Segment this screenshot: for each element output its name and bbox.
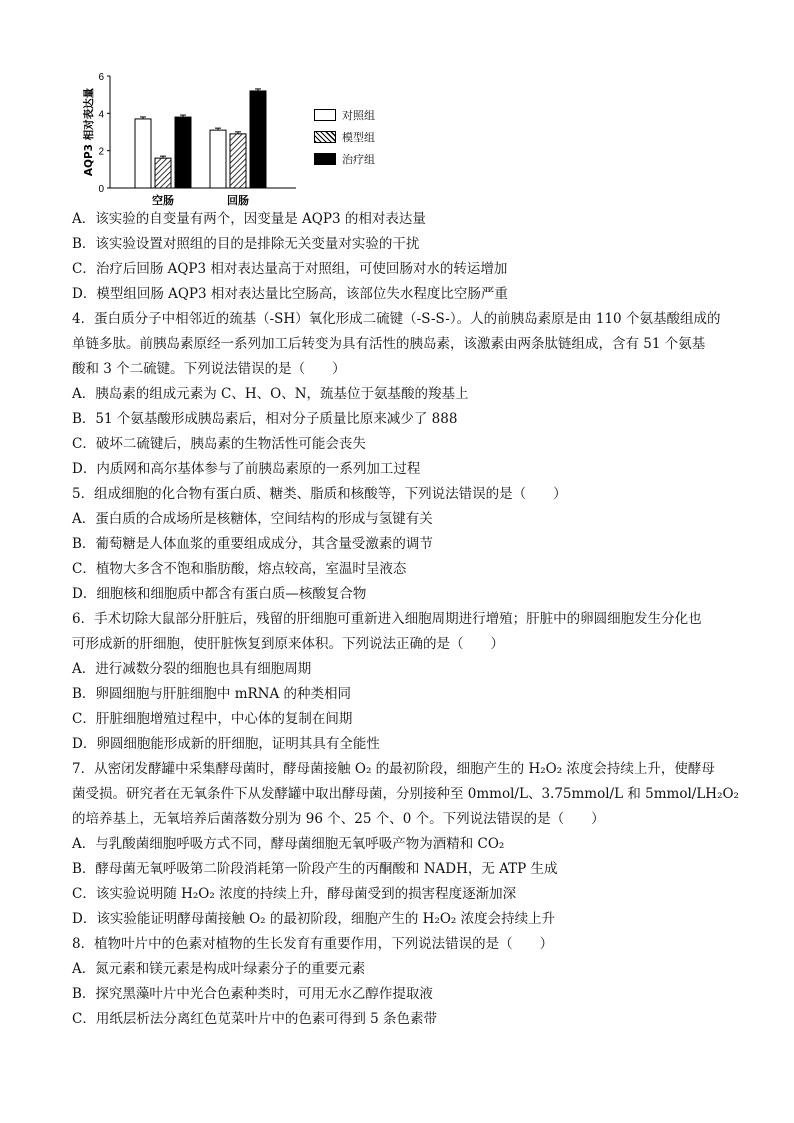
x-category-label: 回肠 bbox=[227, 194, 249, 207]
q8-stem-line-1: 8．植物叶片中的色素对植物的生长发育有重要作用，下列说法错误的是（ ） bbox=[72, 936, 554, 952]
q6-option-c: C．肝脏细胞增殖过程中，中心体的复制在间期 bbox=[72, 711, 353, 727]
q5-option-a: A．蛋白质的合成场所是核糖体，空间结构的形成与氢键有关 bbox=[72, 511, 433, 527]
legend-item-treatment bbox=[314, 148, 375, 170]
q7-option-b: B．酵母菌无氧呼吸第二阶段消耗第一阶段产生的丙酮酸和 NADH，无 ATP 生成 bbox=[72, 861, 558, 877]
q4-stem-line-1: 4．蛋白质分子中相邻近的巯基（-SH）氧化形成二硫键（-S-S-）。人的前胰岛素原是由 110 个氨基酸组成的 bbox=[72, 311, 721, 327]
bar-1-0 bbox=[210, 130, 226, 188]
q3-option-a: A．该实验的自变量有两个，因变量是 AQP3 的相对表达量 bbox=[72, 211, 426, 227]
question-content bbox=[72, 207, 739, 1032]
q5-option-b: B．葡萄糖是人体血浆的重要组成成分，其含量受激素的调节 bbox=[72, 536, 433, 552]
question-8 bbox=[72, 932, 732, 1032]
question-5 bbox=[72, 482, 732, 607]
aqp3-chart bbox=[78, 60, 408, 210]
q4-stem-line-2: 单链多肽。前胰岛素原经一系列加工后转变为具有活性的胰岛素，该激素由两条肽链组成，含有 51 个氨基 bbox=[72, 336, 706, 352]
q4-option-b: B．51 个氨基酸形成胰岛素后，相对分子质量比原来减少了 888 bbox=[72, 411, 458, 427]
q3-option-b: B．该实验设置对照组的目的是排除无关变量对实验的干扰 bbox=[72, 236, 420, 252]
question-4 bbox=[72, 307, 732, 482]
x-category-label: 空肠 bbox=[152, 194, 174, 207]
q8-option-b: B．探究黑藻叶片中光合色素种类时，可用无水乙醇作提取液 bbox=[72, 986, 433, 1002]
y-tick-label: 6 bbox=[98, 72, 104, 83]
legend-label-control: 对照组 bbox=[342, 109, 375, 122]
bar-1-2 bbox=[250, 91, 266, 188]
q3-option-c: C．治疗后回肠 AQP3 相对表达量高于对照组，可使回肠对水的转运增加 bbox=[72, 261, 508, 277]
question-6 bbox=[72, 607, 732, 757]
bar-0-0 bbox=[135, 119, 151, 188]
q7-option-c: C．该实验说明随 H₂O₂ 浓度的持续上升，酵母菌受到的损害程度逐渐加深 bbox=[72, 886, 517, 902]
bar-0-1 bbox=[155, 158, 171, 188]
q7-option-d: D．该实验能证明酵母菌接触 O₂ 的最初阶段，细胞产生的 H₂O₂ 浓度会持续上升 bbox=[72, 911, 556, 927]
q8-option-a: A．氮元素和镁元素是构成叶绿素分子的重要元素 bbox=[72, 961, 366, 977]
y-tick-label: 2 bbox=[98, 146, 104, 158]
q6-stem-line-2: 可形成新的肝细胞，使肝脏恢复到原来体积。下列说法正确的是（ ） bbox=[72, 636, 504, 652]
q5-stem-line-1: 5．组成细胞的化合物有蛋白质、糖类、脂质和核酸等，下列说法错误的是（ ） bbox=[72, 486, 567, 502]
q6-option-b: B．卵圆细胞与肝脏细胞中 mRNA 的种类相同 bbox=[72, 686, 352, 702]
q8-option-c: C．用纸层析法分离红色苋菜叶片中的色素可得到 5 条色素带 bbox=[72, 1011, 438, 1027]
q6-option-d: D．卵圆细胞能形成新的肝细胞，证明其具有全能性 bbox=[72, 736, 380, 752]
y-tick-label: 0 bbox=[98, 184, 104, 195]
legend-item-model bbox=[314, 126, 375, 148]
y-axis-title: AQP3 相对表达量 bbox=[83, 87, 95, 177]
chart-legend bbox=[314, 104, 375, 170]
legend-label-treatment: 治疗组 bbox=[342, 153, 375, 166]
legend-item-control bbox=[314, 104, 375, 126]
legend-label-model: 模型组 bbox=[342, 131, 375, 144]
q7-option-a: A．与乳酸菌细胞呼吸方式不同，酵母菌细胞无氧呼吸产物为酒精和 CO₂ bbox=[72, 836, 505, 852]
q5-option-d: D．细胞核和细胞质中都含有蛋白质—核酸复合物 bbox=[72, 586, 367, 602]
q7-stem-line-1: 7．从密闭发酵罐中采集酵母菌时，酵母菌接触 O₂ 的最初阶段，细胞产生的 H₂O₂ 浓度会持续上升，使酵母 bbox=[72, 761, 715, 777]
legend-swatch-treatment bbox=[314, 153, 336, 165]
q4-option-d: D．内质网和高尔基体参与了前胰岛素原的一系列加工过程 bbox=[72, 461, 421, 477]
question-7 bbox=[72, 757, 739, 932]
q3-option-d: D．模型组回肠 AQP3 相对表达量比空肠高，该部位失水程度比空肠严重 bbox=[72, 286, 508, 302]
legend-swatch-control bbox=[314, 109, 336, 121]
legend-swatch-model bbox=[314, 131, 336, 143]
q5-option-c: C．植物大多含不饱和脂肪酸，熔点较高，室温时呈液态 bbox=[72, 561, 407, 577]
q7-stem-line-2: 菌受损。研究者在无氧条件下从发酵罐中取出酵母菌，分别接种至 0mmol/L、3.75mmol/L 和 5mmol/LH₂O₂ bbox=[72, 786, 739, 802]
bar-1-1 bbox=[230, 134, 246, 188]
q3-options bbox=[72, 207, 732, 307]
q6-option-a: A．进行减数分裂的细胞也具有细胞周期 bbox=[72, 661, 312, 677]
q6-stem-line-1: 6．手术切除大鼠部分肝脏后，残留的肝细胞可重新进入细胞周期进行增殖；肝脏中的卵圆细胞发生分化也 bbox=[72, 611, 702, 627]
bar-0-2 bbox=[175, 117, 191, 188]
q4-stem-line-3: 酸和 3 个二硫键。下列说法错误的是（ ） bbox=[72, 361, 346, 377]
q7-stem-line-3: 的培养基上，无氧培养后菌落数分别为 96 个、25 个、0 个。下列说法错误的是（ ） bbox=[72, 811, 605, 827]
q4-option-a: A．胰岛素的组成元素为 C、H、O、N，巯基位于氨基酸的羧基上 bbox=[72, 386, 469, 402]
q4-option-c: C．破坏二硫键后，胰岛素的生物活性可能会丧失 bbox=[72, 436, 366, 452]
y-tick-label: 4 bbox=[98, 109, 104, 121]
